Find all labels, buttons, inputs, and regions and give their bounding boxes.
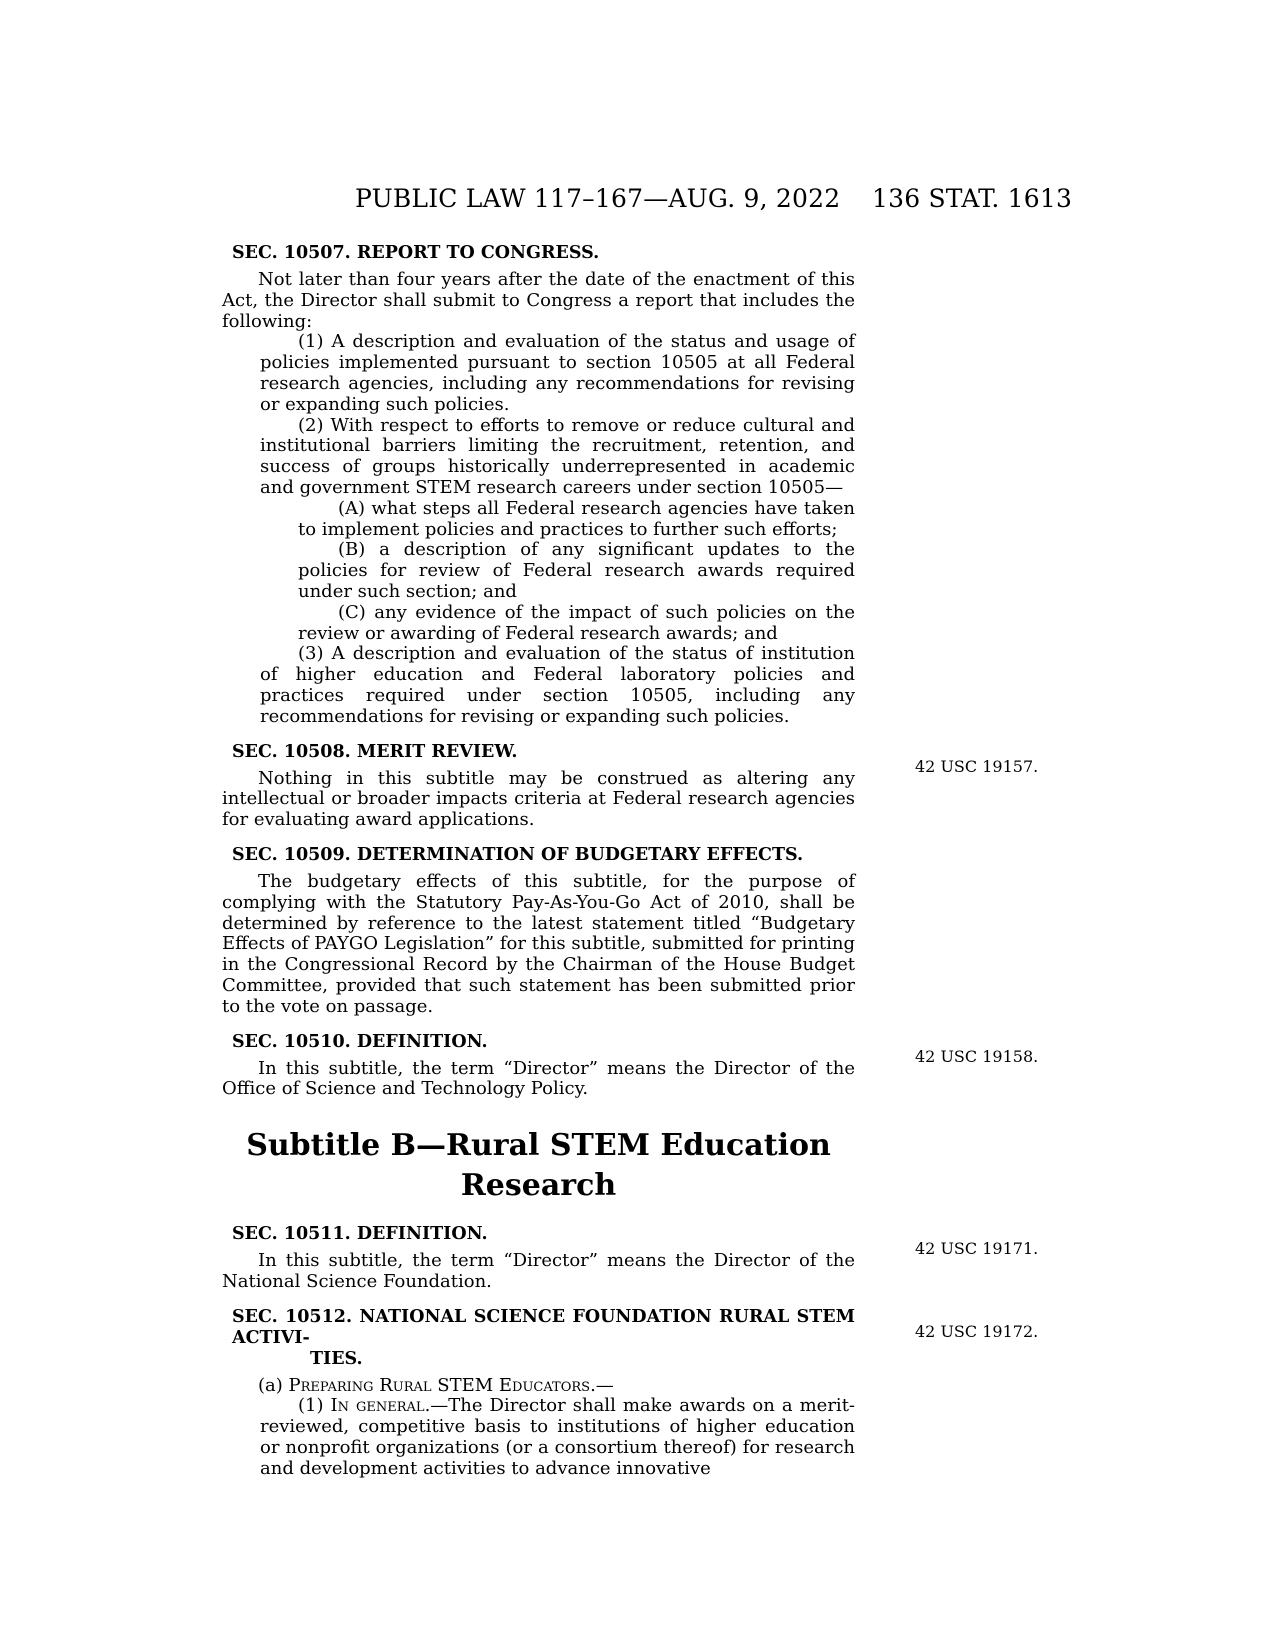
paragraph-10507-item-2a: (A) what steps all Federal research agencies have taken to implement policies and practices to further such efforts; (298, 497, 855, 540)
section-heading-10512-line1: SEC. 10512. NATIONAL SCIENCE FOUNDATION RURAL STEM ACTIVI- (232, 1306, 855, 1348)
subtitle-b-heading-line2: Research (460, 1168, 617, 1204)
subtitle-b-heading-line1: Subtitle B—Rural STEM Education (246, 1128, 831, 1164)
subtitle-b-heading (222, 1126, 855, 1206)
paragraph-10509-body: The budgetary effects of this subtitle, for the purpose of complying with the Statutory Pay-As-You-Go Act of 2010, shall be determined by reference to the latest statement titled “Budgetary Effects of PAYGO Legislation” for this subtitle, submitted for printing in the Congressional Record by the Chairman of the House Budget Committee, provided that such statement has been submitted prior to the vote on passage. (222, 870, 855, 1017)
section-heading-10509: SEC. 10509. DETERMINATION OF BUDGETARY EFFECTS. (232, 844, 804, 865)
paragraph-10510-body: In this subtitle, the term “Director” means the Director of the Office of Science and Technology Policy. (222, 1057, 855, 1100)
header-law-title: PUBLIC LAW 117–167—AUG. 9, 2022 (355, 184, 841, 213)
section-heading-10512-line2: TIES. (310, 1348, 363, 1369)
section-heading-10510: SEC. 10510. DEFINITION. (232, 1031, 488, 1052)
uscode-margin-note-10508: 42 USC 19157. (915, 756, 1039, 776)
paragraph-10512-a-prefix: (a) (258, 1374, 289, 1396)
paragraph-10507-item-2b: (B) a description of any significant updates to the policies for review of Federal research awards required under such section; and (298, 539, 855, 602)
paragraph-10512-a (222, 1376, 855, 1397)
section-10510-heading-row (222, 1031, 1039, 1066)
uscode-margin-note-10511: 42 USC 19171. (915, 1239, 1039, 1259)
paragraph-10512-a-smallcaps: Preparing Rural STEM Educators (288, 1374, 591, 1396)
paragraph-10507-item-3: (3) A description and evaluation of the status of institution of higher education and Federal laboratory policies and practices required under section 10505, including any recommendations for revising or expanding such policies. (260, 643, 855, 727)
paragraph-10512-a-suffix: .— (590, 1374, 614, 1396)
paragraph-10512-a1 (260, 1396, 855, 1479)
paragraph-10507-item-2: (2) With respect to efforts to remove or reduce cultural and institutional barriers limiting the recruitment, retention, and success of groups historically underrepresented in academic and government STEM research careers under section 10505— (260, 414, 855, 498)
paragraph-10507-item-1: (1) A description and evaluation of the status and usage of policies implemented pursuant to section 10505 at all Federal research agencies, including any recommendations for revising or expanding such policies. (260, 331, 855, 415)
paragraph-10507-item-2c: (C) any evidence of the impact of such policies on the review or awarding of Federal research awards; and (298, 601, 855, 644)
section-10511-heading-row (222, 1224, 1039, 1259)
paragraph-10508-body: Nothing in this subtitle may be construed as altering any intellectual or broader impacts criteria at Federal research agencies for evaluating award applications. (222, 767, 855, 831)
section-10512-heading-row (222, 1306, 1039, 1370)
section-heading-10508: SEC. 10508. MERIT REVIEW. (232, 741, 518, 762)
uscode-margin-note-10512: 42 USC 19172. (915, 1321, 1039, 1341)
section-heading-10511: SEC. 10511. DEFINITION. (232, 1224, 488, 1245)
section-10508-heading-row (222, 741, 1039, 776)
section-10509-heading-row (222, 845, 855, 866)
paragraph-10512-a1-smallcaps: In general (330, 1395, 425, 1417)
section-heading-10512 (232, 1307, 855, 1370)
uscode-margin-note-10510: 42 USC 19158. (915, 1046, 1039, 1066)
header-statute-page-number: 136 STAT. 1613 (872, 184, 1073, 213)
paragraph-10511-body: In this subtitle, the term “Director” means the Director of the National Science Foundation. (222, 1250, 855, 1292)
paragraph-10507-intro: Not later than four years after the date of the enactment of this Act, the Director shall submit to Congress a report that includes the following: (222, 269, 855, 332)
section-10507-heading-row (222, 243, 855, 264)
page-header (0, 186, 1275, 216)
paragraph-10512-a1-suffix: .—The Director shall make awards on a merit- reviewed, competitive basis to institutions of higher education or nonprofit organizations (or a consortium thereof) for research and development activities to advance innovative (260, 1395, 856, 1479)
paragraph-10512-a1-prefix: (1) (298, 1395, 331, 1417)
section-heading-10507: SEC. 10507. REPORT TO CONGRESS. (232, 243, 600, 263)
document-body (222, 243, 1039, 1480)
